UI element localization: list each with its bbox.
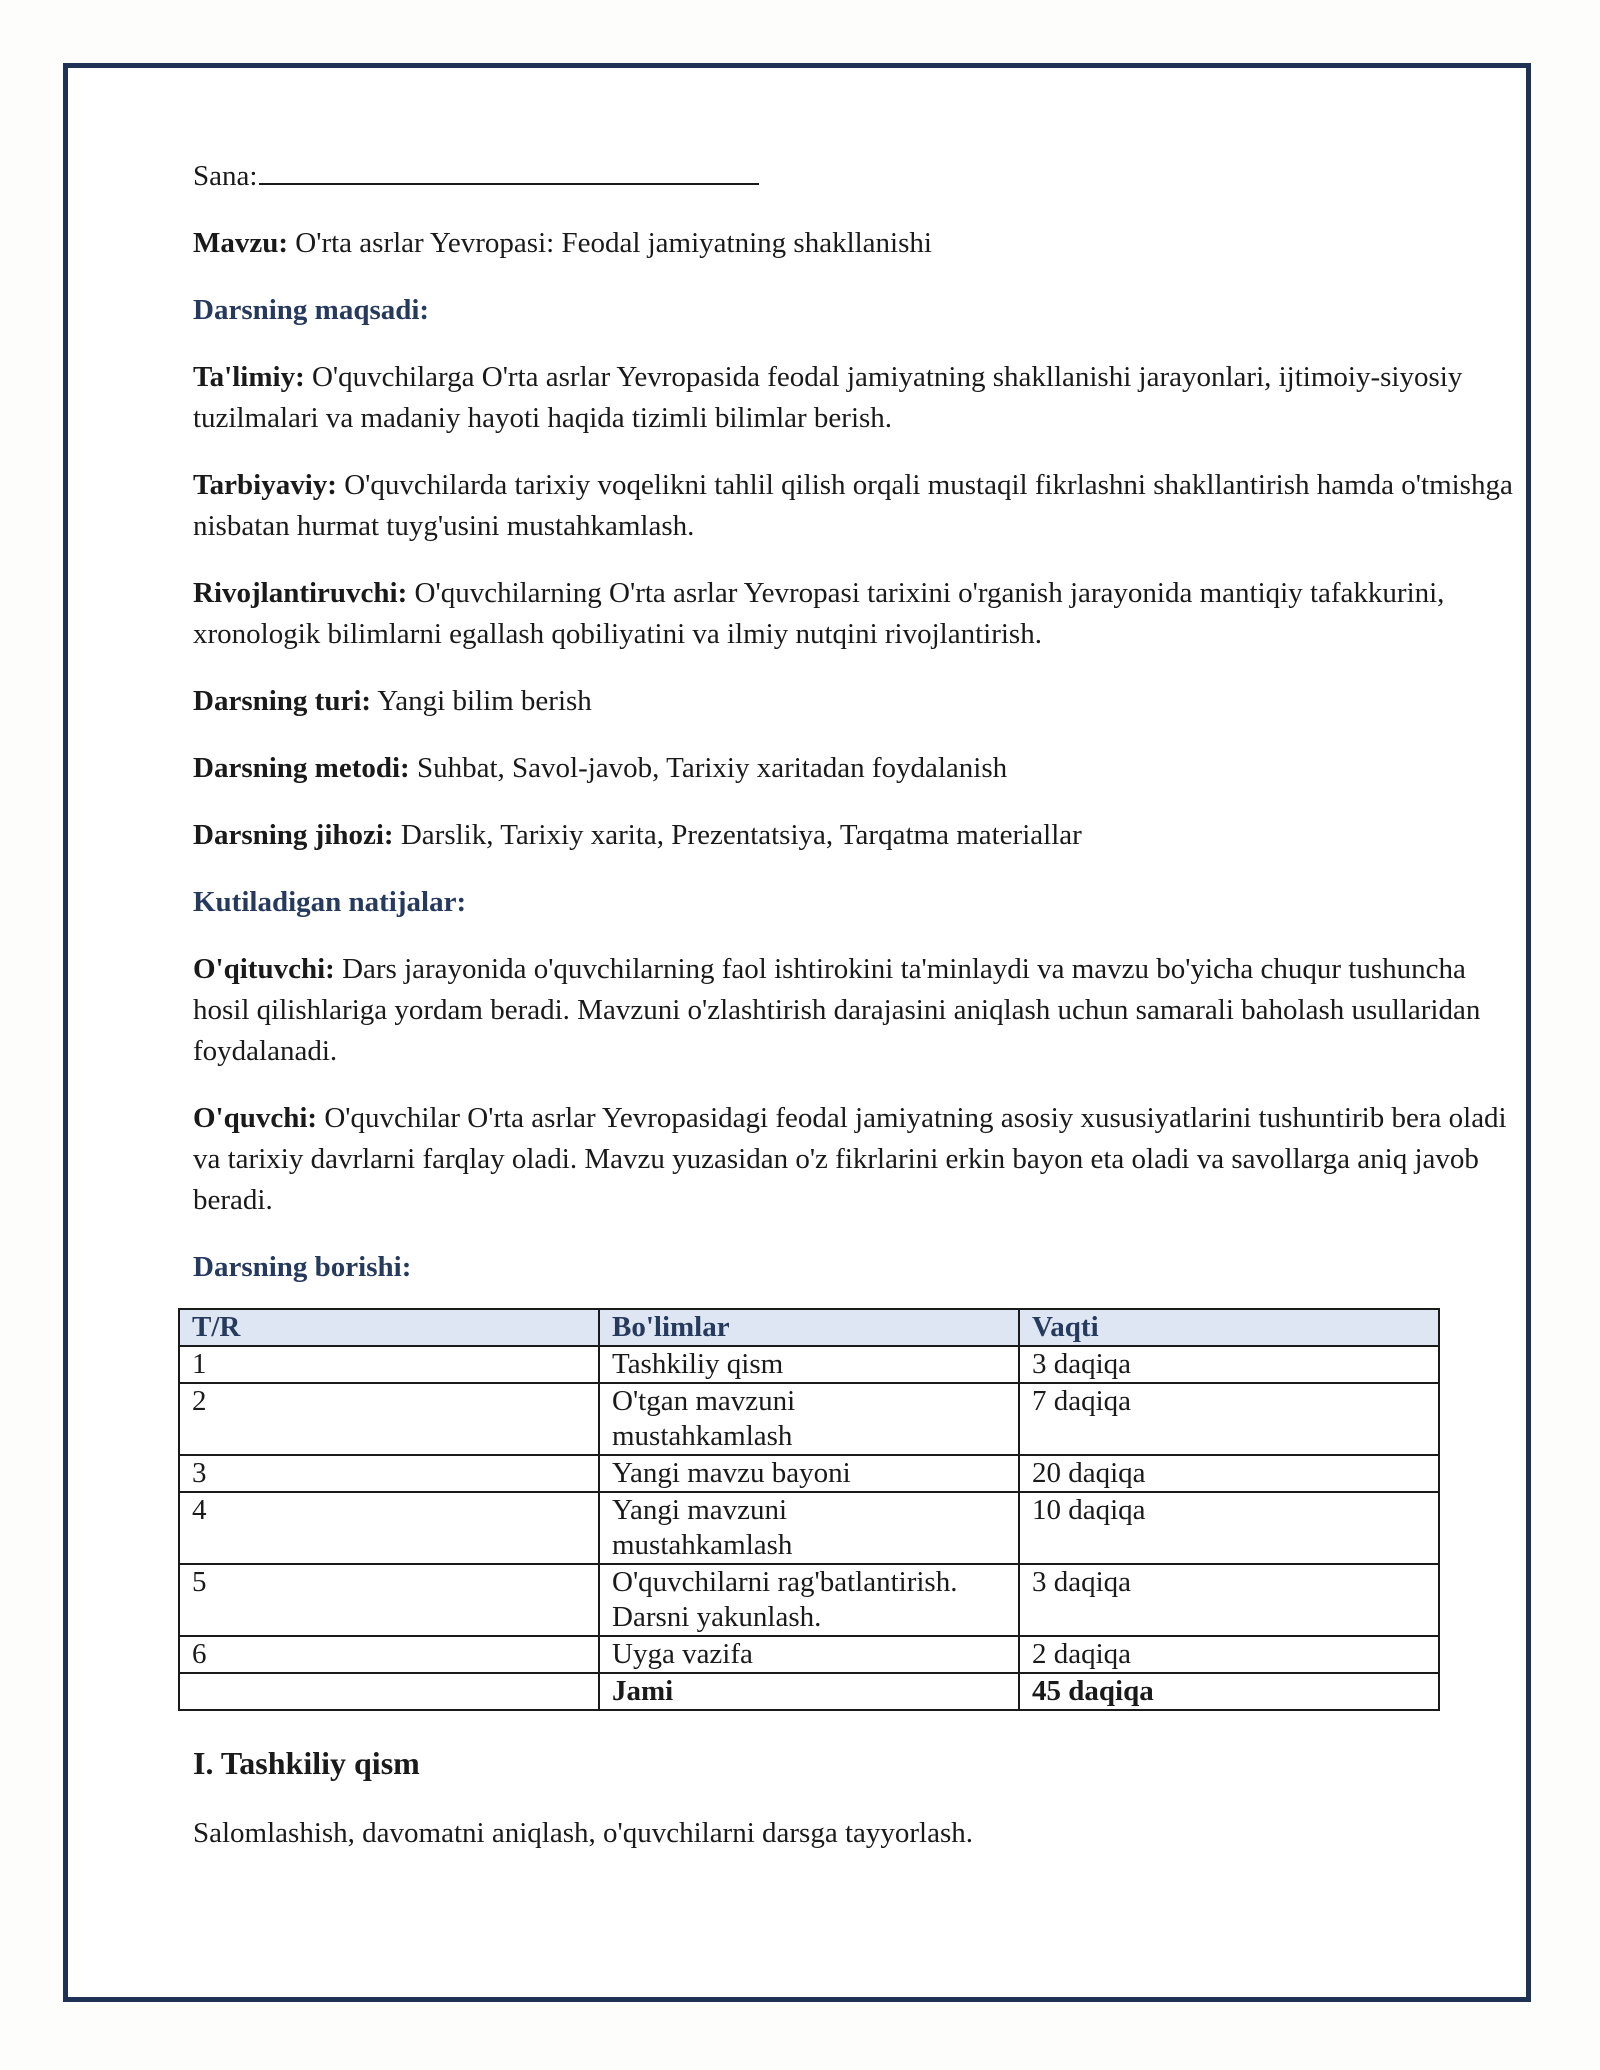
- part1-text: Salomlashish, davomatni aniqlash, o'quvchilarni darsga tayyorlash.: [193, 1817, 974, 1849]
- row-section-text: O'quvchilarni rag'batlantirish. Darsni yakunlash.: [612, 1566, 958, 1633]
- lesson-equipment-label: Darsning jihozi:: [193, 819, 394, 851]
- table-row: [179, 1492, 1439, 1564]
- row-time: 7 daqiqa: [1019, 1383, 1439, 1455]
- lesson-plan-table: [178, 1308, 1440, 1711]
- outcome-student-label: O'quvchi:: [193, 1102, 318, 1134]
- goal-educational-label: Ta'limiy:: [193, 361, 305, 393]
- row-time: 2 daqiqa: [1019, 1636, 1439, 1673]
- row-number: 4: [179, 1492, 599, 1564]
- date-line: [193, 153, 1513, 197]
- lesson-type-text: Yangi bilim berish: [377, 685, 592, 717]
- table-header-row: [179, 1309, 1439, 1346]
- header-cell-time: Vaqti: [1019, 1309, 1439, 1346]
- goal-educational: [193, 357, 1513, 439]
- goal-upbringing-label: Tarbiyaviy:: [193, 469, 337, 501]
- lesson-type: [193, 681, 1513, 722]
- outcome-student: [193, 1098, 1513, 1221]
- row-time: 20 daqiqa: [1019, 1455, 1439, 1492]
- row-number: 5: [179, 1564, 599, 1636]
- lesson-equipment: [193, 815, 1513, 856]
- progress-heading: Darsning borishi:: [193, 1251, 412, 1283]
- goal-upbringing-text: O'quvchilarda tarixiy voqelikni tahlil qilish orqali mustaqil fikrlashni shakllantirish hamda o'tmishga nisbatan hurmat tuyg'usini mustahkamlash.: [193, 469, 1513, 542]
- row-section: [599, 1383, 1019, 1455]
- lesson-method-text: Suhbat, Savol-javob, Tarixiy xaritadan foydalanish: [416, 752, 1008, 784]
- row-time: 3 daqiqa: [1019, 1564, 1439, 1636]
- lesson-type-label: Darsning turi:: [193, 685, 372, 717]
- goal-upbringing: [193, 465, 1513, 547]
- total-label: Jami: [599, 1673, 1019, 1710]
- topic-text: O'rta asrlar Yevropasi: Feodal jamiyatning shakllanishi: [295, 227, 932, 259]
- table-row: [179, 1564, 1439, 1636]
- table-row: [179, 1455, 1439, 1492]
- row-number: 1: [179, 1346, 599, 1383]
- goal-developmental-text: O'quvchilarning O'rta asrlar Yevropasi tarixini o'rganish jarayonida mantiqiy tafakkurini, xronologik bilimlarni egallash qobiliyatini va ilmiy nutqini rivojlantirish.: [193, 577, 1445, 650]
- total-number: [179, 1673, 599, 1710]
- table-row: [179, 1383, 1439, 1455]
- row-section-text: Yangi mavzuni mustahkamlash: [612, 1494, 793, 1561]
- total-time: 45 daqiqa: [1019, 1673, 1439, 1710]
- row-section: Yangi mavzu bayoni: [599, 1455, 1019, 1492]
- topic-line: [193, 223, 1513, 264]
- table-row: [179, 1346, 1439, 1383]
- outcome-teacher-label: O'qituvchi:: [193, 953, 335, 985]
- document-body: [193, 153, 1513, 1880]
- outcome-teacher: [193, 949, 1513, 1072]
- goals-heading: Darsning maqsadi:: [193, 294, 430, 326]
- outcomes-heading: Kutiladigan natijalar:: [193, 886, 467, 918]
- outcome-teacher-text: Dars jarayonida o'quvchilarning faol ishtirokini ta'minlaydi va mavzu bo'yicha chuqur tushuncha hosil qilishlariga yordam beradi. Mavzuni o'zlashtirish darajasini aniqlash uchun samarali baholash usullaridan foydalanadi.: [193, 953, 1481, 1067]
- lesson-method: [193, 748, 1513, 789]
- row-number: 2: [179, 1383, 599, 1455]
- header-cell-number: T/R: [179, 1309, 599, 1346]
- lesson-method-label: Darsning metodi:: [193, 752, 410, 784]
- row-section: Uyga vazifa: [599, 1636, 1019, 1673]
- row-section: [599, 1564, 1019, 1636]
- row-time: 3 daqiqa: [1019, 1346, 1439, 1383]
- goal-educational-text: O'quvchilarga O'rta asrlar Yevropasida feodal jamiyatning shakllanishi jarayonlari, ijtimoiy-siyosiy tuzilmalari va madaniy hayoti haqida tizimli bilimlar berish.: [193, 361, 1463, 434]
- row-time: 10 daqiqa: [1019, 1492, 1439, 1564]
- lesson-equipment-text: Darslik, Tarixiy xarita, Prezentatsiya, Tarqatma materiallar: [400, 819, 1082, 851]
- goal-developmental-label: Rivojlantiruvchi:: [193, 577, 408, 609]
- row-section: [599, 1492, 1019, 1564]
- row-number: 6: [179, 1636, 599, 1673]
- outcome-student-text: O'quvchilar O'rta asrlar Yevropasidagi feodal jamiyatning asosiy xususiyatlarini tushuntirib bera oladi va tarixiy davrlarni farqlay oladi. Mavzu yuzasidan o'z fikrlarini erkin bayon eta oladi va savollarga aniq javob beradi.: [193, 1102, 1507, 1216]
- header-cell-sections: Bo'limlar: [599, 1309, 1019, 1346]
- row-number: 3: [179, 1455, 599, 1492]
- row-section: Tashkiliy qism: [599, 1346, 1019, 1383]
- table-row: [179, 1636, 1439, 1673]
- topic-label: Mavzu:: [193, 227, 289, 259]
- date-label: Sana:: [193, 160, 258, 192]
- table-total-row: [179, 1673, 1439, 1710]
- page-frame: [63, 63, 1531, 2002]
- row-section-text: O'tgan mavzuni mustahkamlash: [612, 1385, 796, 1452]
- date-blank: [259, 153, 759, 185]
- goal-developmental: [193, 573, 1513, 655]
- part1-title: I. Tashkiliy qism: [193, 1745, 420, 1781]
